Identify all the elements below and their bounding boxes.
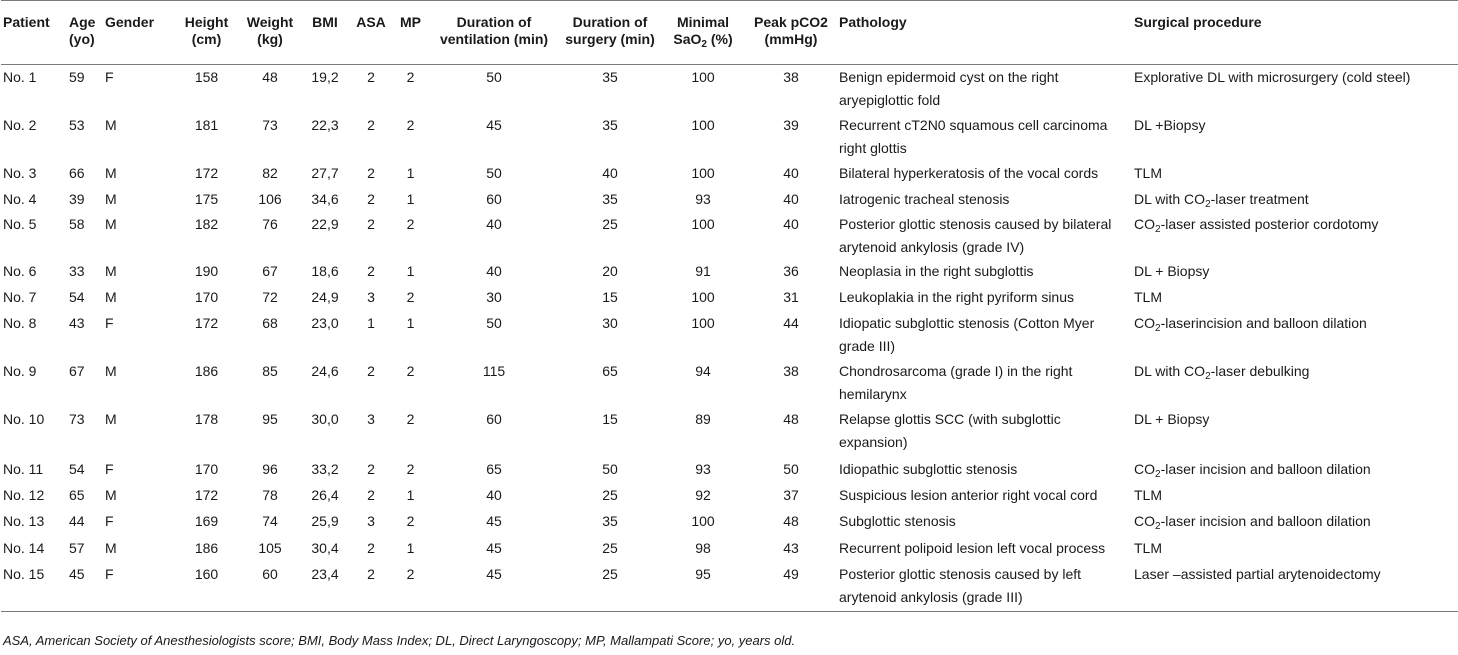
table-row bbox=[1, 311, 1458, 359]
table-row bbox=[1, 65, 1458, 113]
cell-procedure bbox=[1132, 285, 1458, 311]
table-row bbox=[1, 259, 1458, 285]
cell-mp: 2 bbox=[406, 512, 415, 529]
cell-weight: 48 bbox=[262, 69, 278, 85]
cell-patient: No. 1 bbox=[3, 69, 37, 85]
procedure-text: CO bbox=[1134, 512, 1155, 529]
cell-asa: 2 bbox=[367, 362, 375, 379]
cell-pco2: 44 bbox=[783, 314, 799, 331]
cell-sao2: 93 bbox=[695, 190, 711, 207]
cell-procedure bbox=[1132, 161, 1458, 187]
cell-gender: M bbox=[105, 164, 117, 181]
cell-mp: 2 bbox=[392, 562, 429, 612]
cell-height: 190 bbox=[194, 262, 219, 279]
cell-height: 175 bbox=[194, 190, 219, 207]
header-mp: MP bbox=[392, 1, 429, 65]
cell-vent: 45 bbox=[486, 539, 502, 556]
cell-sao2: 93 bbox=[695, 460, 711, 477]
table-row bbox=[1, 359, 1458, 407]
cell-procedure bbox=[1132, 483, 1458, 509]
cell-procedure bbox=[1132, 359, 1458, 407]
cell-bmi: 22,3 bbox=[311, 116, 339, 133]
cell-pathology: Posterior glottic stenosis caused by bilateral arytenoid ankylosis (grade IV) bbox=[839, 215, 1112, 255]
table-row bbox=[1, 483, 1458, 509]
cell-surg: 15 bbox=[602, 410, 618, 427]
cell-gender: F bbox=[105, 314, 114, 331]
cell-vent: 60 bbox=[486, 410, 502, 427]
cell-gender: M bbox=[105, 539, 117, 556]
cell-pathology: Posterior glottic stenosis caused by left arytenoid ankylosis (grade III) bbox=[837, 562, 1132, 612]
cell-sao2: 100 bbox=[691, 116, 715, 133]
cell-height: 172 bbox=[194, 486, 219, 503]
cell-patient: No. 12 bbox=[3, 486, 45, 503]
header-vent: Duration of ventilation (min) bbox=[429, 1, 559, 65]
header-surg: Duration of surgery (min) bbox=[559, 1, 661, 65]
cell-procedure bbox=[1132, 212, 1458, 259]
cell-asa: 2 bbox=[367, 262, 375, 279]
cell-surg: 50 bbox=[602, 460, 618, 477]
cell-asa: 2 bbox=[367, 460, 375, 477]
cell-height: 178 bbox=[194, 410, 219, 427]
header-bmi: BMI bbox=[300, 1, 350, 65]
cell-age: 53 bbox=[69, 116, 85, 133]
cell-weight: 76 bbox=[262, 215, 278, 232]
cell-pathology: Idiopathic subglottic stenosis bbox=[839, 460, 1018, 477]
cell-bmi: 23,0 bbox=[311, 314, 339, 331]
procedure-text: DL +Biopsy bbox=[1134, 116, 1206, 133]
cell-asa: 2 bbox=[367, 69, 375, 85]
cell-procedure bbox=[1132, 65, 1458, 113]
cell-bmi: 18,6 bbox=[311, 262, 339, 279]
cell-surg: 40 bbox=[602, 164, 618, 181]
cell-weight: 106 bbox=[258, 190, 282, 207]
cell-vent: 50 bbox=[486, 164, 502, 181]
cell-pco2: 40 bbox=[783, 215, 799, 232]
cell-age: 66 bbox=[69, 164, 85, 181]
cell-sao2: 100 bbox=[691, 69, 715, 85]
cell-age: 39 bbox=[69, 190, 85, 207]
cell-weight: 72 bbox=[262, 288, 278, 305]
cell-procedure bbox=[1132, 457, 1458, 483]
cell-sao2: 92 bbox=[695, 486, 711, 503]
cell-pathology: Leukoplakia in the right pyriform sinus bbox=[839, 288, 1075, 305]
cell-weight: 96 bbox=[262, 460, 278, 477]
cell-gender: M bbox=[105, 262, 117, 279]
cell-bmi: 24,6 bbox=[311, 362, 339, 379]
procedure-text: TLM bbox=[1134, 539, 1162, 556]
cell-sao2: 98 bbox=[695, 539, 711, 556]
cell-weight: 67 bbox=[262, 262, 278, 279]
header-asa: ASA bbox=[350, 1, 392, 65]
table-row bbox=[1, 161, 1458, 187]
header-gender: Gender bbox=[103, 1, 173, 65]
cell-asa: 3 bbox=[367, 410, 375, 427]
procedure-text: Laser –assisted partial arytenoidectomy bbox=[1134, 565, 1381, 582]
cell-weight: 73 bbox=[262, 116, 278, 133]
cell-bmi: 34,6 bbox=[311, 190, 339, 207]
cell-gender: M bbox=[105, 190, 117, 207]
header-procedure: Surgical procedure bbox=[1132, 1, 1458, 65]
cell-sao2: 100 bbox=[691, 288, 715, 305]
procedure-subscript: 2 bbox=[1155, 223, 1161, 235]
table-row bbox=[1, 285, 1458, 311]
cell-surg: 25 bbox=[559, 562, 661, 612]
cell-bmi: 22,9 bbox=[311, 215, 339, 232]
cell-vent: 60 bbox=[486, 190, 502, 207]
cell-gender: M bbox=[105, 116, 117, 133]
procedure-subscript: 2 bbox=[1155, 468, 1161, 480]
cell-gender: M bbox=[105, 362, 117, 379]
cell-vent: 40 bbox=[486, 486, 502, 503]
cell-bmi: 23,4 bbox=[300, 562, 350, 612]
table-row bbox=[1, 536, 1458, 562]
cell-patient: No. 14 bbox=[3, 539, 45, 556]
procedure-text: TLM bbox=[1134, 486, 1162, 503]
cell-mp: 1 bbox=[406, 486, 415, 503]
cell-mp: 2 bbox=[406, 69, 415, 85]
cell-vent: 40 bbox=[486, 262, 502, 279]
cell-patient: No. 9 bbox=[3, 362, 37, 379]
procedure-text-rest: -laserincision and balloon dilation bbox=[1160, 314, 1367, 331]
procedure-text: DL + Biopsy bbox=[1134, 262, 1210, 279]
cell-surg: 25 bbox=[602, 486, 618, 503]
cell-height: 160 bbox=[173, 562, 240, 612]
cell-pathology: Suspicious lesion anterior right vocal cord bbox=[839, 486, 1098, 503]
procedure-text: CO bbox=[1134, 215, 1155, 232]
cell-pathology: Iatrogenic tracheal stenosis bbox=[839, 190, 1010, 207]
patient-table bbox=[1, 0, 1458, 612]
table-row bbox=[1, 113, 1458, 161]
cell-procedure bbox=[1132, 407, 1458, 457]
procedure-text: DL with CO bbox=[1134, 190, 1206, 207]
cell-vent: 40 bbox=[486, 215, 502, 232]
cell-surg: 30 bbox=[602, 314, 618, 331]
table-row bbox=[1, 212, 1458, 259]
header-weight: Weight (kg) bbox=[240, 1, 300, 65]
cell-height: 170 bbox=[194, 460, 219, 477]
cell-patient: No. 8 bbox=[3, 314, 37, 331]
cell-patient: No. 11 bbox=[3, 460, 44, 477]
cell-bmi: 27,7 bbox=[311, 164, 339, 181]
cell-pathology: Bilateral hyperkeratosis of the vocal cords bbox=[839, 164, 1099, 181]
cell-sao2: 100 bbox=[691, 215, 715, 232]
header-patient: Patient bbox=[1, 1, 67, 65]
cell-bmi: 25,9 bbox=[311, 512, 339, 529]
cell-pathology: Subglottic stenosis bbox=[839, 512, 956, 529]
cell-pco2: 38 bbox=[783, 69, 799, 85]
cell-gender: F bbox=[105, 69, 114, 85]
table-body bbox=[1, 65, 1458, 612]
cell-sao2: 91 bbox=[695, 262, 711, 279]
cell-weight: 105 bbox=[258, 539, 282, 556]
cell-vent: 30 bbox=[486, 288, 502, 305]
cell-procedure bbox=[1132, 259, 1458, 285]
cell-weight: 60 bbox=[240, 562, 300, 612]
cell-vent: 115 bbox=[482, 362, 506, 379]
cell-age: 59 bbox=[69, 69, 85, 85]
cell-sao2: 100 bbox=[691, 512, 715, 529]
cell-age: 33 bbox=[69, 262, 85, 279]
cell-gender: M bbox=[105, 410, 117, 427]
cell-pco2: 43 bbox=[783, 539, 799, 556]
cell-height: 186 bbox=[194, 362, 219, 379]
cell-weight: 85 bbox=[262, 362, 278, 379]
cell-patient: No. 7 bbox=[3, 288, 37, 305]
table-row bbox=[1, 407, 1458, 457]
procedure-subscript: 2 bbox=[1155, 520, 1161, 532]
cell-pathology: Idiopatic subglottic stenosis (Cotton Myer grade III) bbox=[839, 314, 1095, 354]
cell-mp: 2 bbox=[406, 215, 415, 232]
cell-gender: M bbox=[105, 486, 117, 503]
cell-height: 186 bbox=[194, 539, 219, 556]
cell-surg: 35 bbox=[602, 512, 618, 529]
cell-patient: No. 3 bbox=[3, 164, 37, 181]
table-row bbox=[1, 562, 1458, 612]
cell-height: 181 bbox=[194, 116, 219, 133]
table-row bbox=[1, 187, 1458, 212]
cell-mp: 2 bbox=[406, 362, 415, 379]
cell-age: 73 bbox=[69, 410, 85, 427]
cell-weight: 68 bbox=[262, 314, 278, 331]
cell-age: 44 bbox=[69, 512, 85, 529]
cell-pathology: Relapse glottis SCC (with subglottic expansion) bbox=[839, 410, 1061, 450]
cell-sao2: 89 bbox=[695, 410, 711, 427]
header-sao2 bbox=[661, 1, 745, 65]
cell-age: 43 bbox=[69, 314, 85, 331]
procedure-text: CO bbox=[1134, 314, 1155, 331]
cell-pco2: 37 bbox=[783, 486, 799, 503]
cell-pco2: 40 bbox=[783, 190, 799, 207]
cell-weight: 95 bbox=[262, 410, 278, 427]
cell-mp: 2 bbox=[406, 460, 415, 477]
cell-sao2: 95 bbox=[661, 562, 745, 612]
cell-height: 158 bbox=[194, 69, 219, 85]
cell-age: 65 bbox=[69, 486, 85, 503]
cell-age: 54 bbox=[69, 288, 85, 305]
cell-age: 57 bbox=[69, 539, 85, 556]
cell-procedure bbox=[1132, 509, 1458, 536]
cell-surg: 15 bbox=[602, 288, 618, 305]
cell-pathology: Recurrent cT2N0 squamous cell carcinoma right glottis bbox=[839, 116, 1108, 156]
cell-sao2: 100 bbox=[691, 314, 715, 331]
procedure-text-rest: -laser debulking bbox=[1210, 362, 1310, 379]
procedure-subscript: 2 bbox=[1205, 370, 1211, 382]
cell-vent: 45 bbox=[486, 512, 502, 529]
cell-bmi: 33,2 bbox=[311, 460, 339, 477]
cell-mp: 2 bbox=[406, 288, 415, 305]
cell-mp: 1 bbox=[406, 314, 415, 331]
cell-weight: 82 bbox=[262, 164, 278, 181]
cell-procedure bbox=[1132, 113, 1458, 161]
cell-height: 169 bbox=[194, 512, 219, 529]
cell-patient: No. 4 bbox=[3, 190, 37, 207]
cell-surg: 25 bbox=[602, 539, 618, 556]
cell-mp: 2 bbox=[406, 410, 415, 427]
cell-asa: 2 bbox=[367, 190, 375, 207]
cell-procedure bbox=[1132, 536, 1458, 562]
cell-bmi: 19,2 bbox=[311, 69, 339, 85]
cell-pathology: Benign epidermoid cyst on the right aryepiglottic fold bbox=[839, 69, 1059, 108]
cell-pco2: 48 bbox=[783, 512, 799, 529]
cell-vent: 65 bbox=[486, 460, 502, 477]
cell-bmi: 30,0 bbox=[311, 410, 339, 427]
cell-pathology: Chondrosarcoma (grade I) in the right hemilarynx bbox=[839, 362, 1073, 402]
cell-mp: 1 bbox=[406, 164, 415, 181]
procedure-subscript: 2 bbox=[1205, 198, 1211, 210]
cell-asa: 2 bbox=[367, 164, 375, 181]
cell-bmi: 26,4 bbox=[311, 486, 339, 503]
cell-pco2: 31 bbox=[783, 288, 799, 305]
procedure-text: Explorative DL with microsurgery (cold steel) bbox=[1134, 69, 1411, 85]
cell-height: 172 bbox=[194, 314, 219, 331]
procedure-text: DL + Biopsy bbox=[1134, 410, 1210, 427]
cell-surg: 35 bbox=[602, 190, 618, 207]
cell-vent: 45 bbox=[486, 116, 502, 133]
cell-sao2: 94 bbox=[695, 362, 711, 379]
table-row bbox=[1, 457, 1458, 483]
cell-age: 58 bbox=[69, 215, 85, 232]
cell-patient: No. 10 bbox=[3, 410, 45, 427]
procedure-text-rest: -laser incision and balloon dilation bbox=[1160, 512, 1371, 529]
procedure-text-rest: -laser assisted posterior cordotomy bbox=[1160, 215, 1379, 232]
cell-surg: 65 bbox=[602, 362, 618, 379]
cell-height: 172 bbox=[194, 164, 219, 181]
table-footnote: ASA, American Society of Anesthesiologists score; BMI, Body Mass Index; DL, Direct Laryngoscopy; MP, Mallampati Score; yo, years old. bbox=[3, 633, 796, 648]
cell-mp: 1 bbox=[406, 262, 415, 279]
cell-pco2: 39 bbox=[783, 116, 799, 133]
cell-asa: 3 bbox=[367, 288, 375, 305]
cell-patient: No. 13 bbox=[3, 512, 45, 529]
header-row bbox=[1, 1, 1458, 65]
cell-height: 182 bbox=[194, 215, 219, 232]
cell-surg: 20 bbox=[602, 262, 618, 279]
procedure-text: CO bbox=[1134, 460, 1155, 477]
cell-asa: 3 bbox=[367, 512, 375, 529]
procedure-text: TLM bbox=[1134, 288, 1162, 305]
cell-gender: F bbox=[103, 562, 173, 612]
cell-procedure bbox=[1132, 562, 1458, 612]
procedure-subscript: 2 bbox=[1155, 322, 1161, 334]
cell-gender: M bbox=[105, 288, 117, 305]
cell-asa: 2 bbox=[350, 562, 392, 612]
cell-asa: 2 bbox=[367, 486, 375, 503]
procedure-text-rest: -laser treatment bbox=[1210, 190, 1309, 207]
cell-surg: 35 bbox=[602, 116, 618, 133]
cell-pco2: 50 bbox=[783, 460, 799, 477]
cell-age: 54 bbox=[69, 460, 85, 477]
cell-bmi: 30,4 bbox=[311, 539, 339, 556]
cell-weight: 74 bbox=[262, 512, 278, 529]
cell-gender: F bbox=[105, 460, 114, 477]
cell-asa: 2 bbox=[367, 116, 375, 133]
header-height: Height (cm) bbox=[173, 1, 240, 65]
cell-asa: 2 bbox=[367, 215, 375, 232]
cell-patient: No. 6 bbox=[3, 262, 37, 279]
cell-pco2: 36 bbox=[783, 262, 799, 279]
cell-mp: 1 bbox=[406, 190, 415, 207]
cell-procedure bbox=[1132, 311, 1458, 359]
header-pathology: Pathology bbox=[837, 1, 1132, 65]
cell-patient: No. 15 bbox=[1, 562, 67, 612]
procedure-text-rest: -laser incision and balloon dilation bbox=[1160, 460, 1371, 477]
cell-pco2: 38 bbox=[783, 362, 799, 379]
cell-mp: 1 bbox=[406, 539, 415, 556]
cell-surg: 25 bbox=[602, 215, 618, 232]
cell-sao2: 100 bbox=[691, 164, 715, 181]
procedure-text: TLM bbox=[1134, 164, 1162, 181]
cell-asa: 1 bbox=[367, 314, 375, 331]
cell-surg: 35 bbox=[602, 69, 618, 85]
header-sao2-sub: 2 bbox=[701, 39, 707, 50]
cell-vent: 45 bbox=[429, 562, 559, 612]
cell-height: 170 bbox=[194, 288, 219, 305]
cell-asa: 2 bbox=[367, 539, 375, 556]
cell-mp: 2 bbox=[406, 116, 415, 133]
header-pco2: Peak pCO2 (mmHg) bbox=[745, 1, 837, 65]
table-row bbox=[1, 509, 1458, 536]
cell-pathology: Neoplasia in the right subglottis bbox=[839, 262, 1034, 279]
cell-pco2: 40 bbox=[783, 164, 799, 181]
header-sao2-pre: Minimal SaO bbox=[673, 14, 730, 47]
procedure-text: DL with CO bbox=[1134, 362, 1206, 379]
cell-pathology: Recurrent polipoid lesion left vocal process bbox=[839, 539, 1106, 556]
cell-age: 67 bbox=[69, 362, 85, 379]
cell-vent: 50 bbox=[486, 314, 502, 331]
cell-gender: M bbox=[105, 215, 117, 232]
cell-age: 45 bbox=[67, 562, 103, 612]
cell-patient: No. 5 bbox=[3, 215, 37, 232]
header-sao2-post: (%) bbox=[706, 31, 733, 47]
cell-gender: F bbox=[105, 512, 114, 529]
cell-pco2: 49 bbox=[745, 562, 837, 612]
cell-weight: 78 bbox=[262, 486, 278, 503]
cell-procedure bbox=[1132, 187, 1458, 212]
cell-vent: 50 bbox=[486, 69, 502, 85]
cell-pco2: 48 bbox=[783, 410, 799, 427]
cell-bmi: 24,9 bbox=[311, 288, 339, 305]
cell-patient: No. 2 bbox=[3, 116, 37, 133]
header-age: Age (yo) bbox=[67, 1, 103, 65]
